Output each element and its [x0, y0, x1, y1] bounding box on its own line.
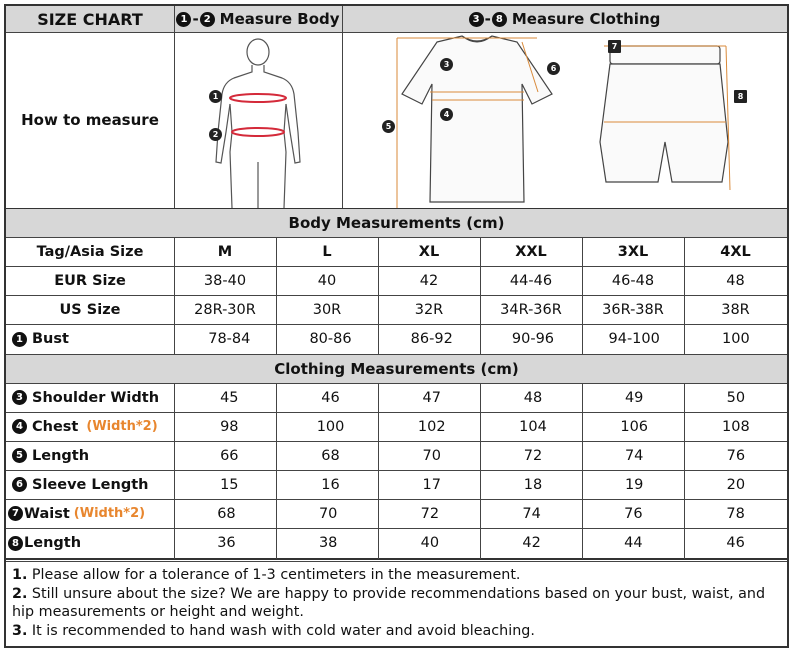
table-cell: 47	[422, 389, 441, 406]
table-cell: 34R-36R	[500, 301, 562, 318]
row-label-text: Shoulder Width	[32, 389, 160, 406]
row-label: US Size	[59, 301, 121, 318]
table-row	[6, 295, 787, 324]
marker-4: 4	[440, 108, 453, 121]
number-badge: 1	[12, 332, 27, 347]
marker-7: 7	[608, 40, 621, 53]
table-cell: 74	[624, 447, 644, 464]
table-cell: 76	[624, 505, 643, 522]
table-cell: 70	[318, 505, 338, 522]
table-cell: 40	[420, 535, 440, 551]
measure-body-header: 1 - 2 Measure Body	[174, 6, 342, 32]
table-cell: 42	[419, 272, 439, 289]
table-cell: 49	[624, 389, 644, 406]
table-row	[6, 412, 787, 441]
number-badge: 2	[200, 12, 215, 27]
how-to-measure-label: How to measure	[21, 111, 159, 129]
table-cell: 98	[220, 418, 239, 435]
table-cell: 45	[220, 389, 239, 406]
table-cell: 32R	[414, 301, 444, 318]
size-chart-title: SIZE CHART	[6, 6, 174, 32]
column-header: 4XL	[720, 243, 751, 260]
size-header-row	[6, 237, 787, 266]
table-cell: 106	[620, 418, 649, 435]
table-cell: 40	[317, 272, 337, 289]
table-row	[6, 528, 787, 558]
measure-clothing-header: 3 - 8 Measure Clothing	[342, 6, 787, 32]
table-row	[6, 383, 787, 412]
table-row	[6, 441, 787, 470]
table-cell: 48	[726, 272, 745, 289]
width-note: (Width*2)	[73, 506, 146, 521]
row-label	[6, 383, 179, 412]
table-row	[6, 470, 787, 499]
table-cell: 78	[726, 505, 745, 522]
table-cell: 19	[624, 476, 644, 493]
table-cell: 46	[321, 389, 340, 406]
table-cell: 20	[726, 476, 746, 493]
number-badge: 8	[8, 536, 23, 551]
number-badge: 3	[12, 390, 27, 405]
clothing-measurements-title: Clothing Measurements (cm)	[6, 354, 787, 383]
row-label	[6, 441, 179, 470]
column-header: XL	[418, 243, 440, 260]
table-cell: 90-96	[511, 331, 555, 347]
table-cell: 68	[321, 447, 340, 464]
table-cell: 16	[321, 476, 340, 493]
table-cell: 38	[318, 535, 338, 551]
row-label	[6, 499, 176, 528]
note-item: 1. Please allow for a tolerance of 1-3 centimeters in the measurement.	[12, 567, 521, 583]
table-cell: 78-84	[208, 331, 251, 347]
table-cell: 38-40	[203, 272, 247, 289]
marker-2: 2	[209, 128, 222, 141]
clothing-diagram	[342, 32, 787, 208]
number-badge: 3	[469, 12, 484, 27]
marker-3: 3	[440, 58, 453, 71]
table-cell: 66	[220, 447, 239, 464]
measure-clothing-label: Measure Clothing	[511, 10, 661, 28]
column-header: 3XL	[617, 243, 649, 260]
row-label-text: Waist	[24, 505, 70, 522]
table-cell: 30R	[312, 301, 342, 318]
body-measurements-title: Body Measurements (cm)	[6, 208, 787, 237]
table-row	[6, 499, 787, 528]
table-cell: 100	[722, 331, 750, 347]
notes-section	[6, 562, 787, 646]
table-cell: 108	[722, 418, 750, 435]
table-cell: 80-86	[309, 331, 352, 347]
table-cell: 50	[726, 389, 746, 406]
table-cell: 86-92	[410, 331, 453, 347]
table-cell: 44-46	[509, 272, 553, 289]
column-header: L	[322, 243, 332, 260]
marker-8: 8	[734, 90, 747, 103]
table-cell: 68	[217, 505, 236, 522]
column-header: XXL	[515, 243, 547, 260]
table-cell: 38R	[721, 301, 750, 318]
number-badge: 5	[12, 448, 27, 463]
table-cell: 72	[523, 447, 543, 464]
note-item: 2. Still unsure about the size? We are happy to provide recommendations based on your bust, waist, and hip measurements or height and weight.	[12, 585, 766, 620]
table-cell: 15	[220, 476, 239, 493]
marker-1: 1	[209, 90, 222, 103]
marker-5: 5	[382, 120, 395, 133]
table-cell: 76	[726, 447, 746, 464]
body-figure-illustration	[174, 32, 342, 208]
number-badge: 1	[176, 12, 191, 27]
row-label: EUR Size	[54, 272, 126, 289]
table-cell: 36	[217, 535, 236, 551]
table-cell: 100	[316, 418, 345, 435]
table-row	[6, 324, 787, 354]
column-header: Tag/Asia Size	[36, 243, 144, 260]
table-row	[6, 266, 787, 295]
table-cell: 28R-30R	[194, 301, 256, 318]
row-label-text: Length	[32, 447, 90, 464]
row-label	[6, 528, 176, 558]
table-cell: 42	[522, 535, 541, 551]
row-label-text: Chest	[32, 418, 79, 435]
column-header: M	[217, 243, 233, 260]
row-label-text: Length	[24, 535, 82, 551]
number-badge: 4	[12, 419, 27, 434]
note-item: 3. It is recommended to hand wash with cold water and avoid bleaching.	[12, 622, 535, 639]
table-cell: 48	[523, 389, 543, 406]
row-label-text: Sleeve Length	[32, 476, 149, 493]
table-cell: 70	[422, 447, 441, 464]
width-note: (Width*2)	[86, 419, 158, 434]
size-chart-table	[4, 4, 789, 648]
row-label	[6, 412, 179, 441]
number-badge: 6	[12, 477, 27, 492]
marker-6: 6	[547, 62, 560, 75]
table-cell: 17	[422, 476, 441, 493]
body-diagram	[174, 32, 342, 208]
table-cell: 94-100	[608, 331, 660, 347]
table-cell: 36R-38R	[602, 301, 664, 318]
measure-body-label: Measure Body	[219, 10, 340, 28]
table-cell: 102	[417, 418, 446, 435]
table-cell: 44	[624, 535, 643, 551]
body-rows	[6, 266, 787, 354]
table-cell: 72	[420, 505, 440, 522]
table-cell: 18	[523, 476, 543, 493]
number-badge: 8	[492, 12, 507, 27]
table-cell: 46-48	[611, 272, 655, 289]
table-cell: 104	[519, 418, 547, 435]
shirt-illustration	[342, 32, 787, 208]
row-label	[6, 324, 179, 354]
row-label-text: Bust	[32, 331, 69, 347]
table-cell: 74	[522, 505, 541, 522]
number-badge: 7	[8, 506, 23, 521]
row-label	[6, 470, 179, 499]
table-cell: 46	[726, 535, 745, 551]
